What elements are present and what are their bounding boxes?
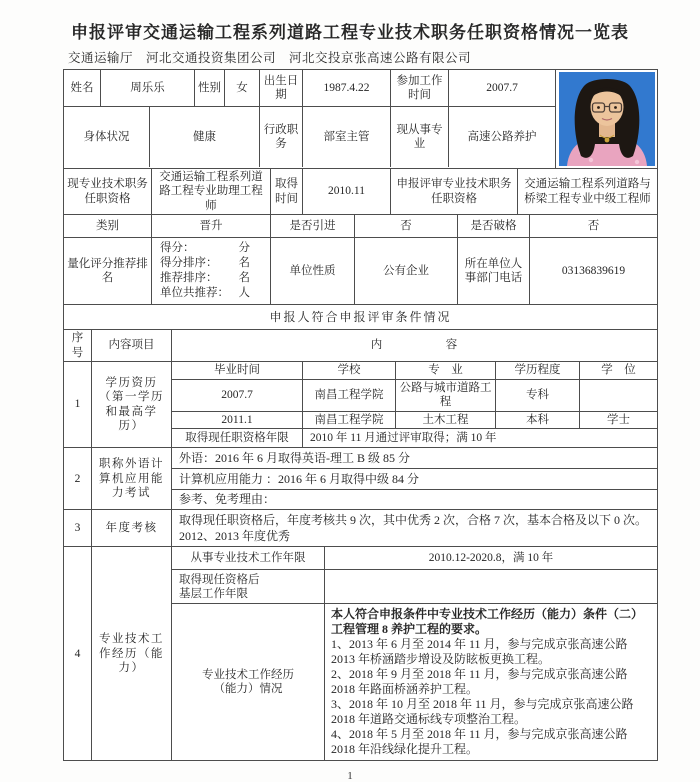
experience-detail-text	[324, 604, 657, 760]
experience-project-item: 1、2013 年 6 月至 2014 年 11 月，参与完成京张高速公路 2013 年桥涵踏步增设及防眩板更换工程。	[331, 637, 628, 667]
education-tenure-row	[172, 428, 657, 447]
conditions-section-title: 申报人符合申报评审条件情况	[269, 309, 452, 324]
health-label: 身体状况	[83, 130, 130, 143]
edu-col-school: 学校	[302, 362, 395, 379]
score-line-label: 单位共推荐：	[160, 287, 229, 300]
row-health	[64, 106, 555, 167]
experience-detail	[171, 547, 657, 760]
birth-label: 出生日期	[259, 70, 302, 106]
edu-col-grad-time: 毕业时间	[214, 364, 260, 377]
row-current-qualification	[64, 168, 657, 214]
experience-item-label: 专业技术工作经历（能力）	[91, 547, 171, 760]
edu-level: 专科	[495, 380, 579, 411]
score-label: 量化评分推荐排名	[67, 257, 148, 285]
no-header: 序号	[71, 332, 84, 359]
exam-line-foreign	[172, 448, 657, 468]
category-value: 晋升	[151, 215, 270, 237]
item-header: 内容项目	[91, 330, 171, 361]
join-value: 2007.7	[448, 70, 555, 106]
row-section-title	[64, 304, 657, 329]
score-line-unit: 分	[238, 242, 250, 255]
score-lines	[151, 238, 270, 304]
grassroots-label-line1: 取得现任资格后	[179, 573, 260, 586]
row-category	[64, 214, 657, 237]
experience-requirement-statement: 本人符合申报条件中专业技术工作经历（能力）条件（二）工程管理 8 养护工程的要求。	[331, 607, 644, 637]
admin-label: 行政职务	[259, 107, 302, 167]
education-item-label: 学历资历（第一学历和最高学历）	[91, 362, 171, 448]
edu-degree	[579, 380, 657, 411]
experience-project-item: 3、2018 年 10 月至 2018 年 11 月，参与完成京张高速公路 2018 年道路交通标线专项整治工程。	[331, 697, 634, 727]
edu-major: 土木工程	[395, 412, 495, 428]
edu-col-level: 学历程度	[495, 362, 579, 379]
page-title: 申报评审交通运输工程系列道路工程专业技术职务任职资格情况一览表	[71, 23, 629, 42]
edu-grad-time: 2007.7	[221, 389, 253, 402]
row-content-header	[64, 329, 657, 361]
education-detail	[171, 362, 657, 448]
gender-label: 性别	[194, 70, 224, 106]
detail-label-line1: 专业技术工作经历	[202, 669, 294, 681]
grassroots-label-line2: 基层工作年限	[179, 587, 248, 600]
edu-col-degree: 学 位	[579, 362, 657, 379]
import-label: 是否引进	[270, 215, 354, 237]
exams-detail	[171, 448, 657, 509]
education-row-1	[172, 379, 657, 411]
content-header: 内 容	[171, 330, 657, 361]
current-qual-value: 交通运输工程系列道路工程专业助理工程师	[151, 169, 270, 214]
major-label: 现从事专业	[390, 107, 448, 167]
organization-line: 交通运输厅 河北交通投资集团公司 河北交投京张高速公路有限公司	[68, 51, 472, 65]
experience-detail-row	[172, 603, 657, 760]
row-score	[64, 237, 657, 304]
experience-years-value: 2010.12-2020.8，满 10 年	[324, 547, 657, 569]
edu-school: 南昌工程学院	[302, 380, 395, 411]
experience-detail-label	[172, 604, 324, 760]
exception-label: 是否破格	[457, 215, 529, 237]
row-education	[64, 361, 657, 448]
health-value: 健康	[149, 107, 259, 167]
exam-line-computer	[172, 468, 657, 489]
row-annual-appraisal	[64, 509, 657, 546]
hr-phone-value: 03136839619	[529, 238, 657, 304]
application-form-table	[63, 69, 658, 761]
exception-value: 否	[529, 215, 657, 237]
experience-years-label: 从事专业技术工作年限	[190, 552, 306, 565]
edu-major: 公路与城市道路工程	[395, 380, 495, 411]
education-row-2	[172, 411, 657, 428]
experience-project-item: 4、2018 年 5 月至 2018 年 11 月，参与完成京张高速公路 2018 年沿线绿化提升工程。	[331, 727, 628, 757]
gender-value: 女	[224, 70, 259, 106]
portrait-photo-graphic	[559, 72, 655, 166]
detail-label-line2: （能力）情况	[213, 683, 283, 696]
page-number: 1	[347, 770, 353, 782]
score-line-label: 得分：	[160, 242, 195, 255]
score-line-label: 得分排序：	[160, 257, 218, 270]
experience-project-item: 2、2018 年 9 月至 2018 年 11 月，参与完成京张高速公路 2018 年路面桥涵养护工程。	[331, 667, 628, 697]
exams-no: 2	[74, 472, 81, 485]
hr-phone-label: 所在单位人事部门电话	[457, 238, 529, 304]
edu-level: 本科	[495, 412, 579, 428]
exams-item-label: 职称外语计算机应用能力考试	[91, 448, 171, 509]
row-name	[64, 70, 555, 106]
personal-info-band	[64, 70, 657, 168]
major-value: 高速公路养护	[448, 107, 555, 167]
exam-exempt-reason: 参考、免考理由：	[179, 492, 276, 507]
score-line-unit: 人	[238, 287, 250, 300]
exam-computer: 计算机应用能力 ：2016 年 6 月取得中级 84 分	[179, 471, 420, 486]
appraisal-content: 取得现任职资格后，年度考核共 9 次，其中优秀 2 次，合格 7 次，基本合格及以下 0 次。2012、2013 年度优秀	[171, 510, 657, 546]
row-exams	[64, 447, 657, 509]
score-line-unit: 名	[238, 257, 250, 270]
edu-degree: 学士	[579, 412, 657, 428]
unit-type-label: 单位性质	[270, 238, 354, 304]
row-experience	[64, 546, 657, 760]
education-header-row	[172, 362, 657, 379]
join-label: 参加工作时间	[390, 70, 448, 106]
edu-grad-time: 2011.1	[221, 413, 253, 426]
apply-qual-label: 申报评审专业技术职务任职资格	[390, 169, 517, 214]
category-label: 类别	[96, 219, 119, 232]
experience-no: 4	[74, 647, 81, 660]
id-photo	[555, 70, 657, 168]
tenure-label: 取得现任职资格年限	[185, 432, 289, 444]
tenure-value: 2010 年 11 月通过评审取得；满 10 年	[302, 429, 657, 447]
apply-qual-value: 交通运输工程系列道路与桥梁工程专业中级工程师	[517, 169, 657, 214]
obtain-time-label: 取得时间	[270, 169, 302, 214]
name-label: 姓名	[70, 81, 94, 94]
unit-type-value: 公有企业	[354, 238, 457, 304]
appraisal-item-label: 年度考核	[91, 510, 171, 546]
exam-foreign-language: 外语：2016 年 6 月取得英语-理工 B 级 85 分	[179, 450, 411, 465]
obtain-time-value: 2010.11	[302, 169, 390, 214]
import-value: 否	[354, 215, 457, 237]
score-line-label: 推荐排序：	[160, 272, 218, 285]
exam-line-exempt	[172, 489, 657, 509]
education-no: 1	[74, 398, 81, 411]
appraisal-no: 3	[74, 522, 81, 535]
edu-school: 南昌工程学院	[302, 412, 395, 428]
experience-grassroots-label	[172, 570, 324, 603]
admin-value: 部室主管	[302, 107, 390, 167]
score-line-unit: 名	[238, 272, 250, 285]
experience-years-row	[172, 547, 657, 569]
name-value: 周乐乐	[100, 70, 194, 106]
current-qual-label: 现专业技术职务任职资格	[67, 178, 148, 205]
birth-value: 1987.4.22	[302, 70, 390, 106]
experience-grassroots-row	[172, 569, 657, 603]
edu-col-major: 专 业	[395, 362, 495, 379]
experience-grassroots-value	[324, 570, 657, 603]
